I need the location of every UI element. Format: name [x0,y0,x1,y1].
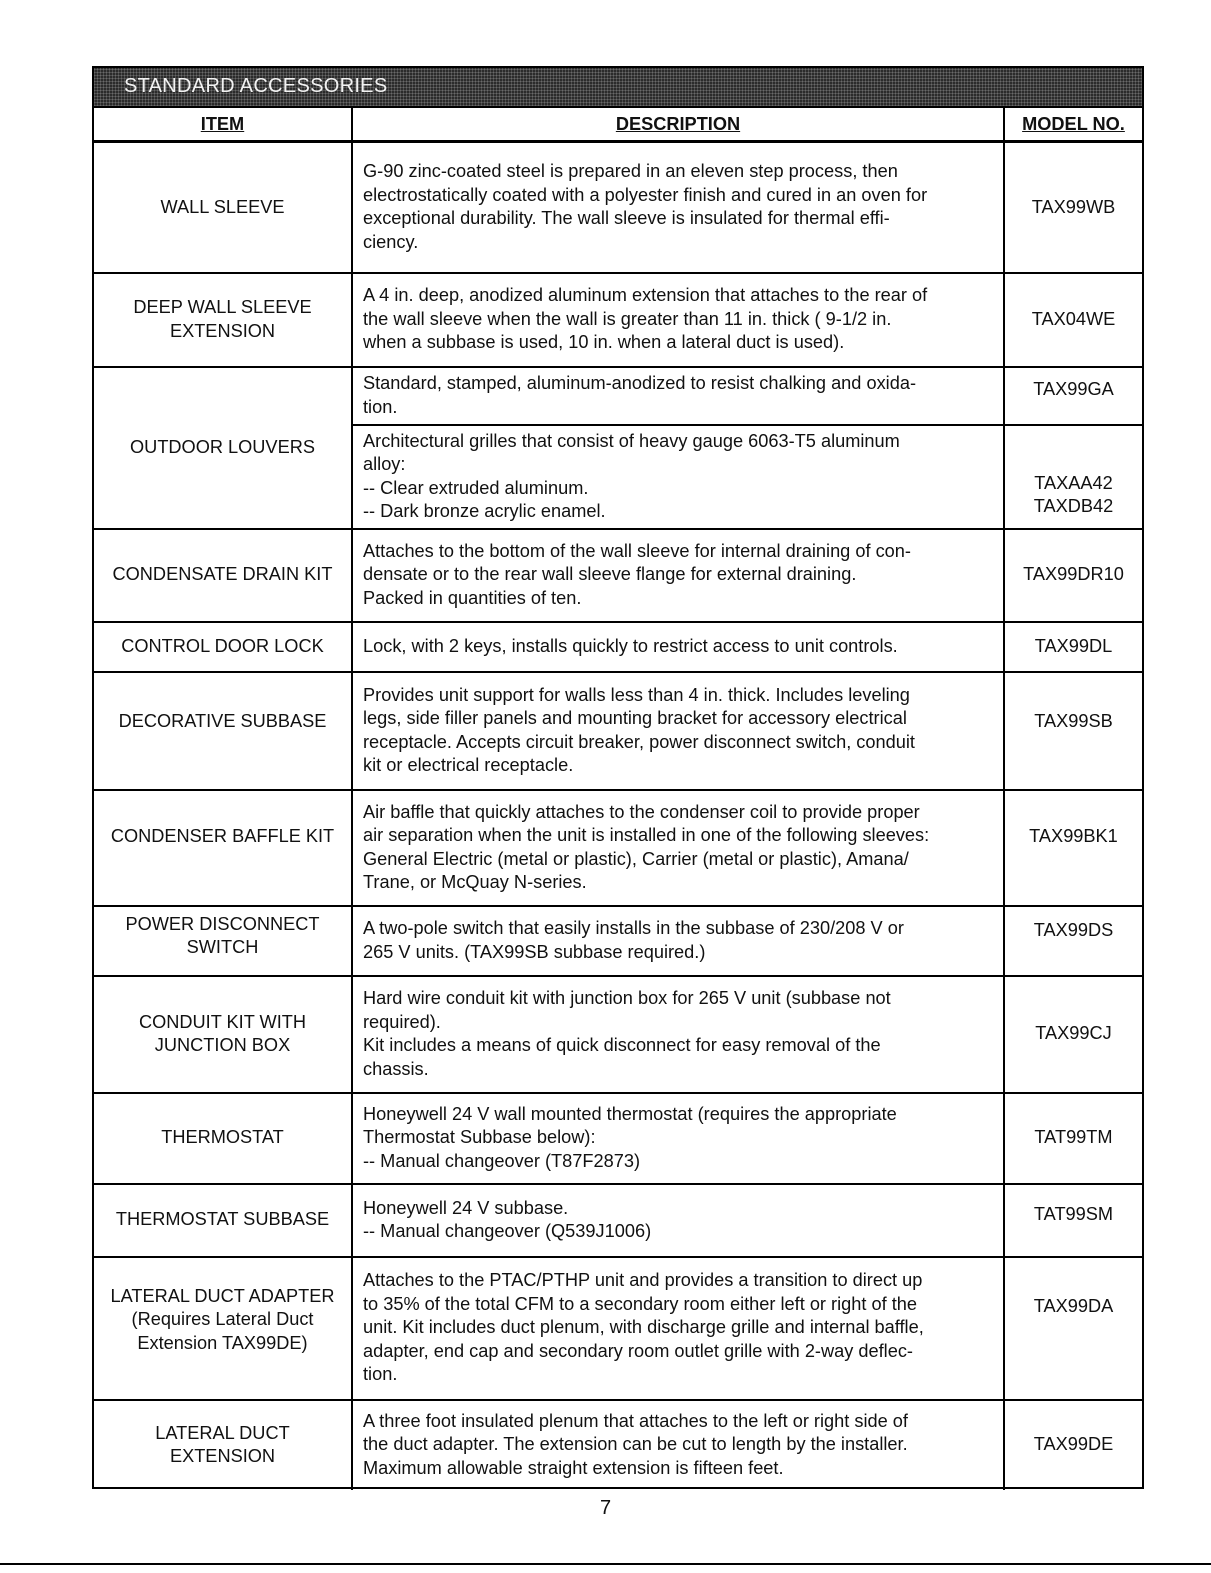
description-cell [352,790,1004,906]
description-line: Packed in quantities of ten. [363,587,582,608]
table-row [94,1184,1142,1257]
description-cell [352,1184,1004,1257]
item-name: EXTENSION [169,1446,276,1466]
section-title: STANDARD ACCESSORIES [124,75,388,97]
item-name: DECORATIVE SUBBASE [118,710,327,731]
description-cell [352,367,1004,425]
table-row [94,790,1142,906]
description-line: -- Dark bronze acrylic enamel. [363,501,606,521]
description-line: Thermostat Subbase below): [363,1127,596,1148]
description-line: legs, side filler panels and mounting bracket for accessory electrical [363,708,907,728]
item-name: LATERAL DUCT ADAPTER [110,1285,335,1306]
model-cell: TAT99TM [1004,1093,1142,1184]
description-line: A two-pole switch that easily installs in the subbase of 230/208 V or [363,918,904,938]
column-header-item: ITEM [94,107,352,142]
model-cell: TAX99GA [1004,367,1142,425]
description-line: -- Clear extruded aluminum. [363,477,589,498]
description-line: Attaches to the PTAC/PTHP unit and provides a transition to direct up [363,1270,923,1291]
item-cell [94,1184,352,1257]
table-row [94,273,1142,367]
section-banner [94,68,1142,106]
item-cell [94,672,352,790]
description-line: Lock, with 2 keys, installs quickly to restrict access to unit controls. [363,635,898,656]
description-line: Hard wire conduit kit with junction box for 265 V unit (subbase not [363,988,891,1008]
description-line: chassis. [363,1058,429,1079]
item-cell [94,1257,352,1400]
model-cell: TAX99DL [1004,622,1142,672]
model-cell: TAX99DS [1004,906,1142,976]
model-cell: TAT99SM [1004,1184,1142,1257]
description-cell [352,1400,1004,1490]
description-line: Honeywell 24 V wall mounted thermostat (requires the appropriate [363,1103,897,1124]
description-cell [352,425,1004,529]
model-cell [1004,425,1142,529]
item-note: Extension TAX99DE) [137,1332,308,1353]
model-cell: TAX99SB [1004,672,1142,790]
description-line: air separation when the unit is installed in one of the following sleeves: [363,825,930,845]
description-line: the duct adapter. The extension can be cut to length by the installer. [363,1434,908,1455]
description-line: -- Manual changeover (T87F2873) [363,1150,640,1171]
table-row [94,672,1142,790]
accessories-sheet [92,66,1144,1489]
item-cell [94,906,352,976]
item-name: EXTENSION [169,320,276,341]
item-name: CONDUIT KIT WITH [138,1011,307,1032]
description-line: required). [363,1011,441,1032]
description-line: unit. Kit includes duct plenum, with discharge grille and internal baffle, [363,1317,924,1338]
model-number: TAXDB42 [1033,496,1114,516]
item-cell [94,273,352,367]
table-row [94,976,1142,1093]
description-line: Air baffle that quickly attaches to the condenser coil to provide proper [363,801,920,822]
description-cell [352,672,1004,790]
description-line: alloy: [363,454,406,474]
description-cell [352,1093,1004,1184]
description-cell [352,622,1004,672]
description-line: tion. [363,1364,398,1385]
table-row [94,622,1142,672]
model-cell: TAX04WE [1004,273,1142,367]
item-name: CONDENSER BAFFLE KIT [110,825,335,846]
description-line: A three foot insulated plenum that attaches to the left or right side of [363,1410,908,1431]
item-name: OUTDOOR LOUVERS [130,436,315,457]
table-row [94,367,1142,425]
description-cell [352,1257,1004,1400]
description-line: when a subbase is used, 10 in. when a lateral duct is used). [363,332,845,353]
item-name: SWITCH [186,937,259,957]
description-cell [352,529,1004,622]
description-line: exceptional durability. The wall sleeve is insulated for thermal effi- [363,208,890,229]
model-cell: TAX99DA [1004,1257,1142,1400]
description-cell [352,906,1004,976]
table-row [94,906,1142,976]
item-cell [94,142,352,273]
table-row [94,1400,1142,1490]
description-line: General Electric (metal or plastic), Carrier (metal or plastic), Amana/ [363,848,909,869]
description-line: densate or to the rear wall sleeve flange for external draining. [363,564,857,585]
table-row [94,142,1142,273]
item-name: JUNCTION BOX [154,1035,291,1055]
accessories-table [94,106,1142,1490]
table-row [94,1257,1142,1400]
item-cell [94,790,352,906]
table-row [94,529,1142,622]
page-bottom-rule [0,1563,1211,1565]
description-line: kit or electrical receptacle. [363,755,574,775]
description-line: adapter, end cap and secondary room outlet grille with 2-way deflec- [363,1340,913,1361]
description-line: to 35% of the total CFM to a secondary room either left or right of the [363,1293,917,1314]
description-line: A 4 in. deep, anodized aluminum extension that attaches to the rear of [363,285,928,306]
model-cell: TAX99WB [1004,142,1142,273]
description-line: Attaches to the bottom of the wall sleeve for internal draining of con- [363,540,911,561]
table-row [94,1093,1142,1184]
description-line: G-90 zinc-coated steel is prepared in an eleven step process, then [363,161,898,182]
item-note: (Requires Lateral Duct [131,1309,314,1329]
model-cell: TAX99CJ [1004,976,1142,1093]
item-cell [94,976,352,1093]
description-line: Architectural grilles that consist of heavy gauge 6063-T5 aluminum [363,430,900,451]
item-name: THERMOSTAT [161,1127,284,1148]
description-line: tion. [363,396,398,417]
description-cell [352,142,1004,273]
model-cell: TAX99BK1 [1004,790,1142,906]
description-line: -- Manual changeover (Q539J1006) [363,1221,652,1241]
item-name: CONDENSATE DRAIN KIT [112,564,333,585]
item-cell [94,529,352,622]
description-line: Kit includes a means of quick disconnect for easy removal of the [363,1035,881,1055]
model-cell: TAX99DE [1004,1400,1142,1490]
model-cell: TAX99DR10 [1004,529,1142,622]
description-line: Maximum allowable straight extension is fifteen feet. [363,1457,784,1478]
description-line: Standard, stamped, aluminum-anodized to resist chalking and oxida- [363,373,917,393]
description-line: receptacle. Accepts circuit breaker, power disconnect switch, conduit [363,731,915,752]
page-number: 7 [599,1497,612,1519]
description-line: Provides unit support for walls less than 4 in. thick. Includes leveling [363,684,910,705]
item-name: DEEP WALL SLEEVE [133,297,312,317]
item-name: THERMOSTAT SUBBASE [115,1209,330,1230]
model-number: TAXAA42 [1034,472,1113,493]
description-line: Honeywell 24 V subbase. [363,1197,569,1218]
item-cell [94,622,352,672]
item-name: WALL SLEEVE [160,196,285,217]
item-name: POWER DISCONNECT [125,913,320,934]
item-cell [94,1400,352,1490]
description-line: ciency. [363,231,419,252]
description-line: Trane, or McQuay N-series. [363,872,587,892]
table-header-row [94,107,1142,142]
description-cell [352,273,1004,367]
item-name: LATERAL DUCT [155,1422,290,1443]
column-header-description: DESCRIPTION [352,107,1004,142]
item-name: CONTROL DOOR LOCK [121,635,324,656]
description-line: 265 V units. (TAX99SB subbase required.) [363,941,706,962]
description-line: electrostatically coated with a polyester finish and cured in an oven for [363,184,928,205]
description-line: the wall sleeve when the wall is greater than 11 in. thick ( 9-1/2 in. [363,308,892,329]
description-cell [352,976,1004,1093]
item-cell [94,367,352,529]
item-cell [94,1093,352,1184]
column-header-model: MODEL NO. [1004,107,1142,142]
